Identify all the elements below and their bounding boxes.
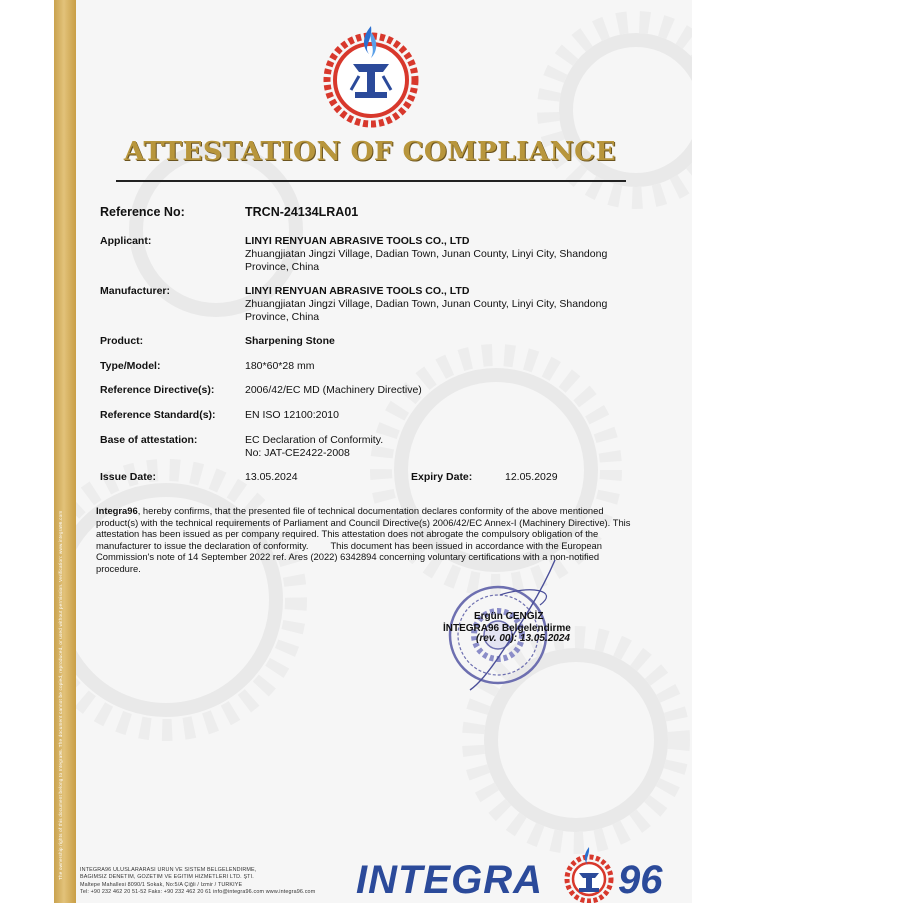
base-of-attestation-line2: No: JAT-CE2422-2008 — [245, 447, 350, 459]
statement-line2: product(s) with the technical requirements of Parliament and Council Directive(s) 2006/42/EC Annex-I (Machinery Directive). This — [96, 516, 631, 528]
manufacturer-label: Manufacturer: — [100, 285, 171, 297]
margin-blank — [692, 0, 903, 903]
footer-brand-wordmark: INTEGRA — [356, 858, 543, 902]
footer-brand-number: 96 — [618, 858, 663, 902]
applicant-label: Applicant: — [100, 235, 152, 247]
reference-directive-label: Reference Directive(s): — [100, 384, 215, 396]
issue-date-value: 13.05.2024 — [245, 471, 298, 483]
signatory-name: Ergün CENGİZ — [474, 611, 544, 622]
statement-line1: , hereby confirms, that the presented file of technical documentation declares conformity of the above mentioned — [137, 505, 604, 516]
footer-line1: İNTEGRA96 ULUSLARARASI ÜRÜN VE SİSTEM BELGELENDİRME, — [80, 867, 257, 873]
expiry-date-label: Expiry Date: — [411, 471, 473, 483]
type-model-label: Type/Model: — [100, 360, 161, 372]
reference-no-label: Reference No: — [100, 205, 185, 219]
statement-line6: procedure. — [96, 562, 141, 574]
manufacturer-name: LINYI RENYUAN ABRASIVE TOOLS CO., LTD — [245, 285, 470, 297]
footer-line3: Maltepe Mahallesi 8090/1 Sokak, No:5/A Çiğli / İzmir / TÜRKİYE — [80, 881, 243, 888]
product-value: Sharpening Stone — [245, 335, 335, 347]
reference-standard-label: Reference Standard(s): — [100, 409, 216, 421]
statement-line4a: manufacturer to issue the declaration of conformity. — [96, 539, 309, 551]
reference-directive-value: 2006/42/EC MD (Machinery Directive) — [245, 384, 422, 396]
page-title: ATTESTATION OF COMPLIANCE — [123, 136, 617, 167]
title-divider — [116, 180, 626, 182]
base-of-attestation-label: Base of attestation: — [100, 434, 198, 446]
gold-side-strip — [54, 0, 76, 903]
footer-address — [80, 867, 370, 896]
base-of-attestation-line1: EC Declaration of Conformity. — [245, 434, 384, 446]
product-label: Product: — [100, 335, 144, 347]
statement-line3: attestation has been issued as per company required. This attestation does not abrogate the compulsory obligation of the — [96, 528, 599, 539]
side-strip-text: The ownership rights of this document belong to Integra96. The document cannot be copied, reproduced, or used without permission. Verification: www.integra96.com — [58, 510, 63, 880]
applicant-address-line1: Zhuangjiatan Jingzi Village, Dadian Town, Junan County, Linyi City, Shandong — [245, 248, 608, 260]
type-model-value: 180*60*28 mm — [245, 360, 315, 372]
manufacturer-address-line2: Province, China — [245, 311, 320, 323]
applicant-address-line2: Province, China — [245, 261, 320, 273]
integra96-emblem-logo — [323, 18, 419, 128]
signatory-organization: İNTEGRA96 Belgelendirme — [443, 623, 571, 634]
statement-line4b: This document has been issued in accordance with the European — [330, 539, 602, 551]
reference-standard-value: EN ISO 12100:2010 — [245, 409, 339, 421]
footer-line4: Tel: +90 232 462 20 51-52 Faks: +90 232 462 20 61 info@integra96.com www.integra96.com — [80, 888, 316, 895]
signature-revision-date: (rev. 00): 13.05.2024 — [476, 633, 570, 644]
applicant-name: LINYI RENYUAN ABRASIVE TOOLS CO., LTD — [245, 235, 470, 247]
manufacturer-address-line1: Zhuangjiatan Jingzi Village, Dadian Town, Junan County, Linyi City, Shandong — [245, 298, 608, 310]
issue-date-label: Issue Date: — [100, 471, 157, 483]
statement-line5: Commission's note of 14 September 2022 ref. Ares (2022) 6342894 concerning voluntary certifications with a non-notified — [96, 551, 600, 562]
footer-line2: BAĞIMSIZ DENETİM, GÖZETİM VE EĞİTİM HİZMETLERİ LTD. ŞTİ. — [80, 874, 254, 881]
statement-lead: Integra96 — [96, 505, 138, 516]
reference-no-value: TRCN-24134LRA01 — [245, 205, 359, 219]
expiry-date-value: 12.05.2029 — [505, 471, 558, 483]
footer-emblem-logo — [559, 845, 619, 903]
